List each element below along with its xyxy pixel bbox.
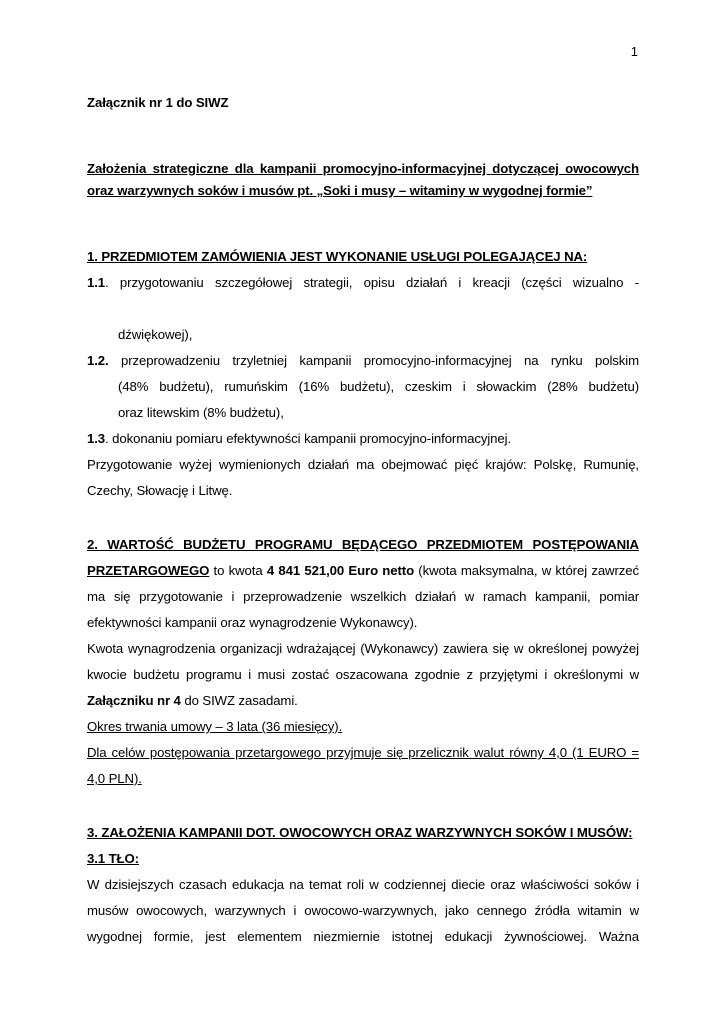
exchange-rate: Dla celów postępowania przetargowego przyjmuje się przelicznik walut równy 4,0 (1 EURO = 4,0 PLN). bbox=[87, 745, 639, 786]
item-1-3-number: 1.3 bbox=[87, 431, 106, 446]
item-1-1-line2: dźwiękowej), bbox=[118, 327, 193, 342]
section-3-1-text: W dzisiejszych czasach edukacja na temat roli w codziennej diecie oraz właściwości soków i musów owocowych, warzywnych i owocowo-warzywnych, jako cennego źródła witamin w wygodnej formie, jest elementem niezmiernie istotnej edukacji żywnościowej. Ważna bbox=[87, 877, 639, 944]
item-1-2-number: 1.2. bbox=[87, 353, 109, 368]
item-1-2-line1: przeprowadzeniu trzyletniej kampanii promocyjno-informacyjnej na rynku polskim bbox=[108, 353, 639, 368]
contract-duration: Okres trwania umowy – 3 lata (36 miesięcy). bbox=[87, 719, 343, 734]
section-3-heading: 3. ZAŁOŻENIA KAMPANII DOT. OWOCOWYCH ORAZ WARZYWNYCH SOKÓW I MUSÓW: bbox=[87, 825, 633, 840]
para2-before: Kwota wynagrodzenia organizacji wdrażającej (Wykonawcy) zawiera się w określonej powyżej kwocie budżetu programu i musi zostać oszacowana zgodnie z przyjętymi i określonymi w bbox=[87, 641, 639, 682]
section-2-paragraph-1 bbox=[87, 532, 639, 636]
page-number: 1 bbox=[630, 44, 638, 59]
item-1-1-number: 1.1 bbox=[87, 275, 106, 290]
section-1-heading: 1. PRZEDMIOTEM ZAMÓWIENIA JEST WYKONANIE USŁUGI POLEGAJĄCEJ NA: bbox=[87, 249, 588, 264]
section-2-heading: 2. WARTOŚĆ BUDŻETU PROGRAMU BĘDĄCEGO PRZEDMIOTEM POSTĘPOWANIA PRZETARGOWEGO bbox=[87, 537, 639, 578]
section-3-1-heading: 3.1 TŁO: bbox=[87, 851, 139, 866]
budget-amount: 4 841 521,00 Euro netto bbox=[266, 563, 415, 578]
attachment-title: Załącznik nr 1 do SIWZ bbox=[87, 95, 229, 110]
para2-after: do SIWZ zasadami. bbox=[180, 693, 298, 708]
document-body bbox=[87, 90, 639, 976]
document-title: Założenia strategiczne dla kampanii promocyjno-informacyjnej dotyczącej owocowych oraz warzywnych soków i musów pt. „Soki i musy – witaminy w wygodnej formie” bbox=[87, 161, 639, 198]
item-1-3 bbox=[87, 426, 639, 452]
item-1-1-line1: . przygotowaniu szczegółowej strategii, opisu działań i kreacji (części wizualno - bbox=[105, 275, 639, 290]
section-2-text-after: (kwota maksymalna, w której zawrzeć ma się przygotowanie i przeprowadzenie wszelkich działań w ramach kampanii, pomiar efektywności kampanii oraz wynagrodzenie Wykonawcy). bbox=[87, 563, 639, 630]
item-1-2-line2: (48% budżetu), rumuńskim (16% budżetu), czeskim i słowackim (28% budżetu) bbox=[118, 379, 639, 394]
section-1-summary: Przygotowanie wyżej wymienionych działań ma obejmować pięć krajów: Polskę, Rumunię, Czechy, Słowację i Litwę. bbox=[87, 457, 639, 498]
item-1-2 bbox=[87, 348, 639, 374]
attachment-4-ref: Załączniku nr 4 bbox=[87, 693, 181, 708]
item-1-1 bbox=[87, 270, 639, 322]
item-1-2-line3: oraz litewskim (8% budżetu), bbox=[118, 405, 284, 420]
section-2-text-to: to kwota bbox=[209, 563, 267, 578]
item-1-3-text: . dokonaniu pomiaru efektywności kampanii promocyjno-informacyjnej. bbox=[105, 431, 512, 446]
section-2-paragraph-2 bbox=[87, 636, 639, 714]
